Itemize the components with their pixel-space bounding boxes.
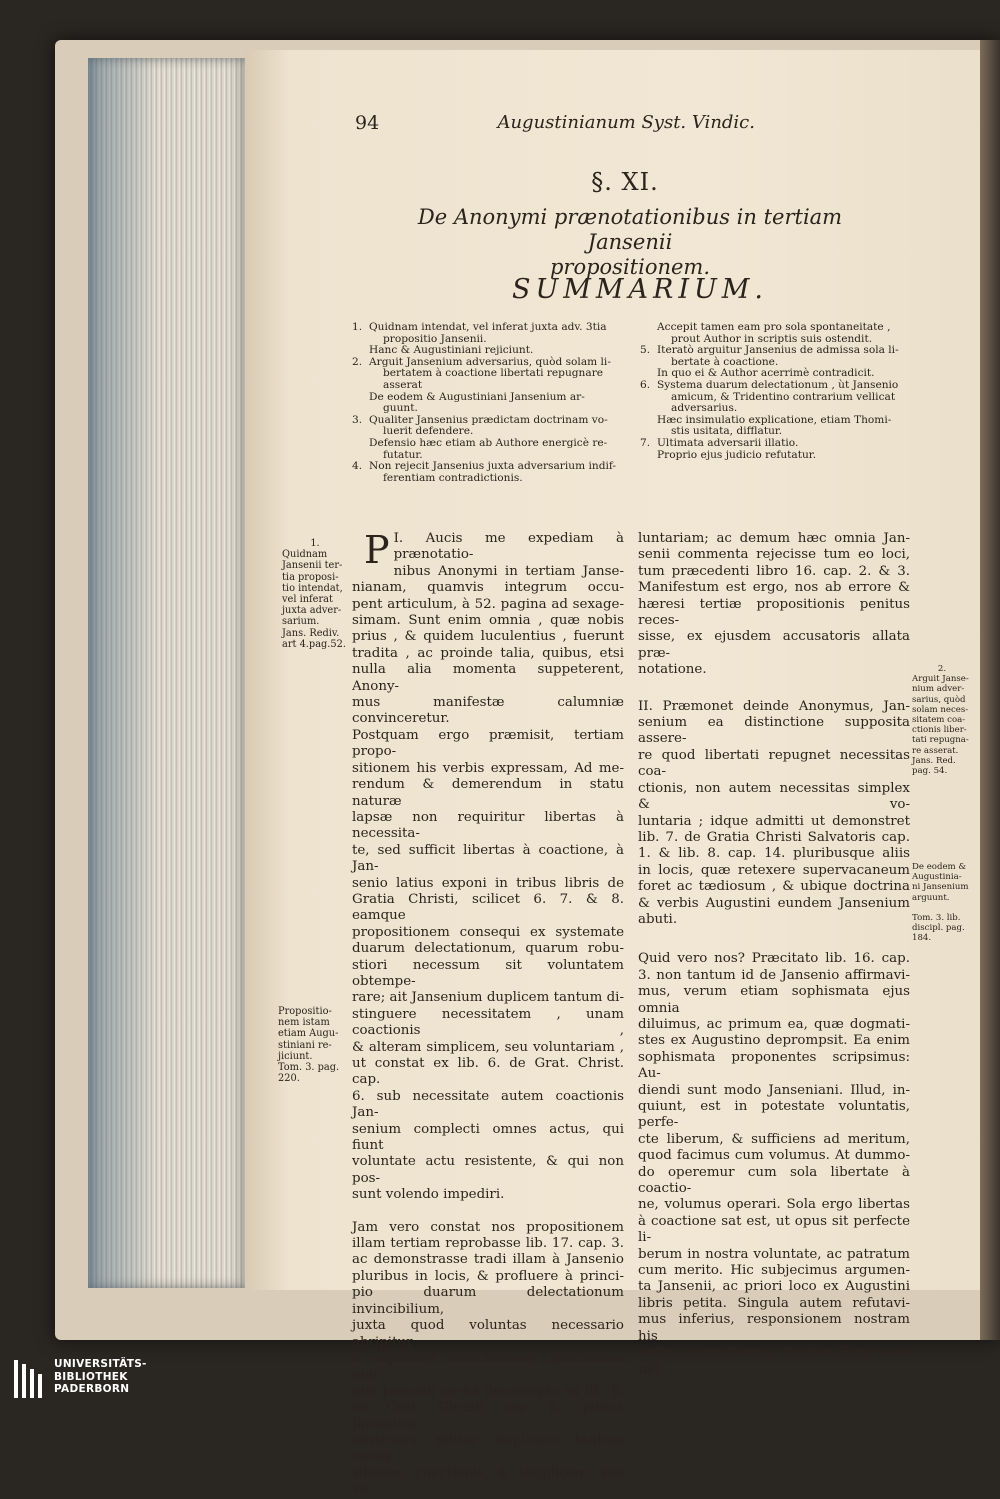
section-title-line: propositionem. — [549, 255, 711, 279]
paragraph-text — [352, 1220, 624, 1499]
summarium-number: 7. — [640, 436, 651, 449]
summarium-line: In quo ei & Author acerrimè contradicit. — [657, 367, 875, 380]
text-line: sunt volendo impediri. — [352, 1187, 505, 1203]
body-right-column — [638, 531, 910, 1378]
margin-note-line: ctionis liber- — [912, 725, 967, 736]
text-line: & alteram simplicem, seu voluntariam , — [352, 1039, 624, 1055]
text-line: diendi sunt modo Janseniani. Illud, in- — [638, 1082, 910, 1098]
text-line: abuti. — [638, 911, 678, 927]
text-line: pio duarum delectationum invincibilium, — [352, 1285, 624, 1317]
body-left-column — [352, 528, 624, 1499]
margin-note-line: Jansenii ter- — [282, 560, 343, 572]
text-line: quod facimus cum volumus. At dummo- — [638, 1148, 910, 1164]
margin-note-line: etiam Augu- — [278, 1028, 339, 1040]
text-line: luntariam; ac demum hæc omnia Jan- — [638, 531, 910, 546]
margin-note-line: solam neces- — [912, 704, 969, 715]
logo-line: UNIVERSITÄTS- — [54, 1358, 147, 1370]
margin-note-line: pag. 54. — [912, 766, 948, 777]
paragraph-text — [352, 528, 624, 1204]
paragraph-text — [638, 531, 910, 679]
summarium-number: 4. — [352, 460, 363, 473]
library-logo-icon — [14, 1360, 48, 1398]
text-line: à superiori delectatione, produxisse quo- — [352, 1350, 624, 1383]
text-line: tum præcedenti libro 16. cap. 2. & 3. — [638, 563, 910, 579]
summarium-number: 5. — [640, 344, 651, 357]
text-line: que Jansenii verba deprompta ex lib. 6. — [352, 1383, 624, 1399]
margin-note-line: 220. — [278, 1073, 300, 1085]
text-line: mus, verum etiam sophismata ejus omnia — [638, 984, 910, 1016]
text-line: de Grat. Christi cap. 6. quibus Jansenius — [352, 1400, 624, 1432]
summarium-line: Arguit Jansenium adversarius, quòd solam li- — [369, 355, 611, 368]
summarium-line: Hanc & Augustiniani rejiciunt. — [369, 344, 534, 357]
library-logo — [14, 1358, 214, 1400]
text-line: senii commenta rejecisse tum eo loci, — [638, 547, 910, 563]
margin-note-line: 184. — [912, 933, 932, 944]
margin-note-line — [912, 903, 972, 913]
summarium-line: prout Author in scriptis suis ostendit. — [671, 332, 873, 345]
summarium-line: futatur. — [383, 448, 423, 461]
summarium-entry — [352, 415, 620, 438]
text-line: sitionem his verbis expressam, Ad me- — [352, 760, 624, 776]
summarium-entry — [640, 415, 908, 438]
text-line: ne, volumus operari. Sola ergo libertas — [638, 1197, 910, 1213]
text-line: Gratia Christi, scilicet 6. 7. & 8. eamque — [352, 891, 624, 924]
text-line: re quod libertati repugnet necessitas coa- — [638, 747, 910, 780]
margin-note-line: tia proposi- — [282, 571, 339, 583]
text-line: sophismata proponentes scripsimus: Au- — [638, 1049, 910, 1082]
text-line: pluribus in locis, & profluere à princi- — [352, 1268, 624, 1284]
text-line: foret ac tædiosum , & ubique doctrina — [638, 879, 910, 895]
summarium-entry — [352, 357, 620, 392]
summarium-right-column — [640, 322, 908, 461]
section-number: §. XI. — [591, 168, 659, 196]
text-line: 3. non tantum id de Jansenio affirmavi- — [638, 967, 910, 983]
margin-note-line: juxta adver- — [282, 605, 342, 617]
text-line: Manifestum est ergo, nos ab errore & — [638, 580, 910, 596]
text-line: adstruere nititur duplicem tantum neces- — [352, 1432, 624, 1465]
text-line: 6. sub necessitate autem coactionis Jan- — [352, 1088, 624, 1121]
summarium-entry — [640, 450, 908, 462]
summarium-line: Quidnam intendat, vel inferat juxta adv. 3tia — [369, 321, 607, 333]
text-line: rendum & demerendum in statu naturæ — [352, 777, 624, 809]
margin-note-line: tati repugna- — [912, 735, 969, 746]
margin-note-line: 1. — [310, 538, 320, 549]
margin-note-left-1 — [282, 538, 348, 650]
summarium-entry — [352, 322, 620, 345]
summarium-line: De eodem & Augustiniani Jansenium ar- — [369, 390, 585, 403]
summarium-line: amicum, & Tridentino contrarium vellicat — [671, 390, 896, 403]
summarium-entry — [640, 322, 908, 345]
margin-note-right-1 — [912, 664, 972, 776]
book-cover-edge — [980, 40, 1000, 1340]
margin-note-line: vel inferat — [282, 594, 333, 606]
text-line: do operemur cum sola libertate à coactio- — [638, 1164, 910, 1197]
page-edges — [88, 58, 248, 1288]
text-line: sisse, ex ejusdem accusatoris allata præ- — [638, 629, 910, 661]
text-line: diluimus, ac primum ea, quæ dogmati- — [638, 1016, 910, 1032]
margin-note-line: Propositio- — [278, 1006, 332, 1017]
summarium-entry — [640, 438, 908, 450]
margin-note-line: 2. — [937, 664, 947, 674]
margin-note-left-2 — [278, 1006, 348, 1084]
text-line: in locis, quæ retexere supervacaneum — [638, 862, 910, 878]
summarium-line: asserat — [383, 378, 423, 391]
body-paragraph-1 — [352, 528, 624, 1204]
margin-note-line: sarius, quòd — [912, 694, 966, 705]
text-line: mus inferius, responsionem nostram his — [638, 1312, 910, 1344]
margin-note-line: Augustinia- — [912, 872, 962, 883]
summarium-line: guunt. — [383, 402, 418, 415]
text-line: ut constat ex lib. 6. de Grat. Christ. cap. — [352, 1056, 624, 1088]
body-paragraph-2 — [352, 1220, 624, 1499]
summarium-line: Hæc insimulatio explicatione, etiam Thomi- — [657, 413, 892, 426]
text-line: II. Præmonet deinde Anonymus, Jan- — [638, 698, 910, 714]
summarium-line: Defensio hæc etiam ab Authore energicè re- — [369, 436, 608, 449]
text-line: Postquam ergo præmisit, tertiam propo- — [352, 727, 624, 760]
text-line: nianam, quamvis integrum occu- — [352, 580, 624, 596]
margin-note-line: Quidnam — [282, 549, 328, 561]
text-line: notatione. — [638, 662, 707, 678]
margin-note-line: nium adver- — [912, 684, 965, 695]
margin-note-line: Jans. Red. — [912, 755, 956, 766]
text-line: tali — [638, 1361, 660, 1377]
running-head — [355, 112, 755, 140]
margin-note-line: discipl. pag. — [912, 923, 965, 934]
text-line: ctionis, non autem necessitas simplex & vo- — [638, 780, 910, 813]
text-line: senium ea distinctione supposita assere- — [638, 715, 910, 747]
running-title: Augustinianum Syst. Vindic. — [497, 112, 755, 133]
margin-note-line: sitatem coa- — [912, 715, 966, 726]
text-line: hæresi tertiæ propositionis penitus reces- — [638, 596, 910, 629]
text-line: lib. 7. de Gratia Christi Salvatoris cap. — [638, 829, 910, 845]
text-line: illam tertiam reprobasse lib. 17. cap. 3. — [352, 1236, 624, 1252]
margin-note-line: tio intendat, — [282, 582, 343, 594]
section-title — [390, 205, 870, 280]
drop-cap: P — [364, 528, 390, 572]
summarium-line: luerit defendere. — [383, 425, 474, 438]
summarium-line: Proprio ejus judicio refutatur. — [657, 448, 817, 461]
text-line: propositionem consequi ex systemate — [352, 924, 624, 940]
margin-note-line: jiciunt. — [278, 1050, 313, 1062]
text-line: sitatem, coactionis, & simplicem, seu vo- — [352, 1465, 624, 1498]
summarium-entry — [640, 380, 908, 415]
summarium-number: 3. — [352, 413, 363, 426]
text-line: stes ex Augustino deprompsit. Ea enim — [638, 1033, 910, 1049]
text-line: tradita , ac proinde talia, quibus, etsi — [352, 645, 624, 661]
paragraph-text — [638, 699, 910, 929]
summarium-number: 2. — [352, 355, 363, 368]
summarium-line: Qualiter Jansenius prædictam doctrinam vo- — [369, 413, 608, 426]
text-line: ta Jansenii, ac priori loco ex Augustini — [638, 1279, 910, 1295]
text-line: & verbis Augustini eundem Jansenium — [638, 895, 910, 911]
summarium-heading: SUMMARIUM. — [511, 274, 769, 305]
text-line: lapsæ non requiritur libertas à necessita- — [352, 809, 624, 842]
section-title-line: De Anonymi prænotationibus in tertiam Jansenii — [417, 205, 843, 254]
text-line: prius , & quidem luculentius , fuerunt — [352, 629, 624, 645]
text-line: stiori necessum sit voluntatem obtempe- — [352, 957, 624, 989]
text-line: te, sed sufficit libertas à coactione, à Jan- — [352, 842, 624, 875]
summarium-line: bertate à coactione. — [671, 355, 779, 368]
margin-note-right-2 — [912, 862, 972, 944]
text-line: ac demonstrasse tradi illam à Jansenio — [352, 1252, 624, 1268]
summarium-entry — [352, 461, 620, 484]
text-line: rare; ait Jansenium duplicem tantum di- — [352, 990, 624, 1006]
margin-note-line: arguunt. — [912, 892, 950, 903]
margin-note-line: ni Jansenium — [912, 882, 969, 893]
margin-note-line: stiniani re- — [278, 1039, 332, 1051]
body-paragraph-5 — [638, 951, 910, 1378]
margin-note-line: re asserat. — [912, 745, 959, 756]
summarium-entry — [640, 345, 908, 368]
page-number: 94 — [355, 112, 380, 134]
text-line: nulla alia momenta suppeterent, Anony- — [352, 662, 624, 694]
text-line: Jam vero constat nos propositionem — [352, 1219, 624, 1235]
summarium-line: Non rejecit Jansenius juxta adversarium indif- — [369, 460, 616, 473]
margin-note-line: art 4.pag.52. — [282, 638, 347, 650]
summarium-line: propositio Jansenii. — [383, 332, 487, 345]
logo-line: PADERBORN — [54, 1383, 130, 1395]
summarium-line: ferentiam contradictionis. — [383, 471, 523, 484]
summarium-line: bertatem à coactione libertati repugnare — [383, 367, 604, 380]
summarium-left-column — [352, 322, 620, 484]
text-line: cum merito. Hic subjecimus argumen- — [638, 1263, 910, 1279]
text-line: mus manifestæ calumniæ convinceretur. — [352, 695, 624, 727]
logo-line: BIBLIOTHEK — [54, 1370, 128, 1383]
summarium-number: 1. — [352, 321, 363, 333]
text-line: nibus Anonymi in tertiam Janse- — [393, 563, 624, 579]
text-line: juxta quod voluntas necessario abripitur — [352, 1318, 624, 1350]
text-line: pent articulum, à 52. pagina ad sexage- — [352, 596, 624, 612]
text-line: libris petita. Singula autem refutavi- — [638, 1295, 910, 1311]
summarium-line: Iteratò arguitur Jansenius de admissa sola li- — [657, 344, 899, 357]
text-line: simam. Sunt enim omnia , quæ nobis — [352, 613, 624, 629]
margin-note-line: Tom. 3. lib. — [912, 913, 961, 924]
text-line: stinguere necessitatem , unam coactionis , — [352, 1006, 624, 1039]
summarium-line: Ultimata adversarii illatio. — [657, 436, 799, 449]
text-line: duarum delectationum, quarum robu- — [352, 941, 624, 957]
paragraph-text — [638, 951, 910, 1378]
summarium-entry — [352, 392, 620, 415]
text-line: senium complecti omnes actus, qui fiunt — [352, 1121, 624, 1154]
summarium-line: stis usitata, difflatur. — [671, 425, 783, 438]
margin-note-line: De eodem & — [912, 862, 967, 872]
library-logo-text — [54, 1358, 147, 1396]
text-line: luntaria ; idque admitti ut demonstret — [638, 813, 910, 829]
body-paragraph-4 — [638, 699, 910, 929]
summarium-line: adversarius. — [671, 402, 738, 415]
margin-note-line: sarium. — [282, 616, 320, 628]
margin-note-line: nem istam — [278, 1017, 330, 1029]
margin-note-line: Jans. Rediv. — [282, 627, 340, 639]
text-line: I. Aucis me expediam à prænotatio- — [393, 531, 624, 563]
text-line: 1. & lib. 8. cap. 14. pluribusque aliis — [638, 846, 910, 862]
text-line: quiunt, est in potestate voluntatis, perfe- — [638, 1099, 910, 1131]
text-line: cte liberum, & sufficiens ad meritum, — [638, 1131, 910, 1147]
margin-note-line: Arguit Janse- — [912, 674, 969, 685]
margin-note-line: Tom. 3. pag. — [278, 1062, 340, 1074]
summarium-line: Accepit tamen eam pro sola spontaneitate , — [657, 321, 891, 333]
text-line: à coactione sat est, ut opus sit perfecte li- — [638, 1213, 910, 1246]
body-paragraph-3 — [638, 531, 910, 679]
text-line: voluntate actu resistente, & qui non pos- — [352, 1154, 624, 1186]
summarium-line: Systema duarum delectationum , ùt Jansenio — [657, 378, 899, 391]
text-line: senio latius exponi in tribus libris de — [352, 875, 624, 891]
text-line: berum in nostra voluntate, ac patratum — [638, 1246, 910, 1262]
summarium-entry — [352, 438, 620, 461]
summarium-number: 6. — [640, 378, 651, 391]
text-line: verbis aggredientes: Hydram hanc sese — [638, 1345, 910, 1361]
text-line: Quid vero nos? Præcitato lib. 16. cap. — [638, 951, 910, 967]
